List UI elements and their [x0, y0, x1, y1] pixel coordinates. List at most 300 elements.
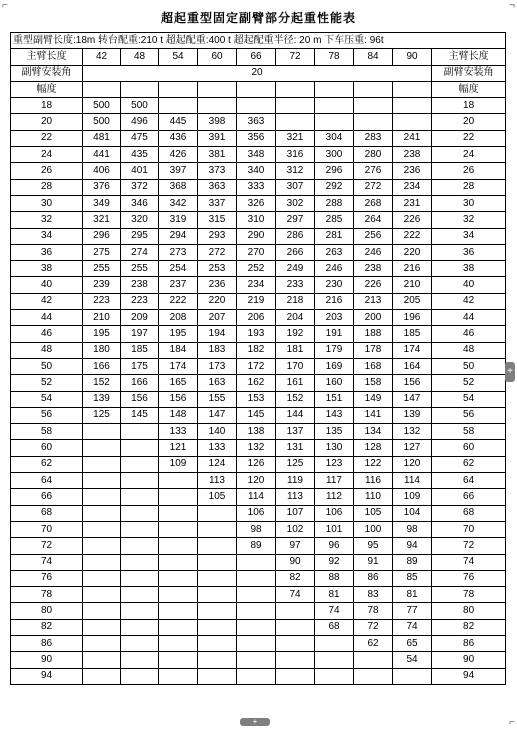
radius-cell: 34: [11, 228, 83, 244]
capacity-cell: 263: [315, 244, 354, 260]
capacity-cell: 500: [121, 98, 159, 114]
load-chart-table: [10, 32, 506, 685]
table-row: [11, 163, 506, 179]
capacity-cell: 119: [276, 473, 315, 489]
capacity-cell: 134: [354, 424, 393, 440]
capacity-cell: [198, 652, 237, 668]
capacity-cell: [121, 440, 159, 456]
capacity-cell: [393, 114, 432, 130]
jib-angle-value: 20: [83, 65, 432, 81]
capacity-cell: [315, 635, 354, 651]
capacity-cell: 192: [276, 326, 315, 342]
capacity-cell: 238: [393, 147, 432, 163]
capacity-cell: 195: [83, 326, 121, 342]
capacity-cell: 237: [159, 277, 198, 293]
radius-cell-right: 42: [432, 293, 506, 309]
corner-mark-top-right: ¬: [509, 0, 515, 11]
radius-cell: 22: [11, 130, 83, 146]
capacity-cell: 290: [237, 228, 276, 244]
capacity-cell: [121, 505, 159, 521]
capacity-cell: [159, 98, 198, 114]
capacity-cell: [315, 98, 354, 114]
corner-mark-top-left: ⌐: [2, 0, 8, 11]
capacity-cell: 319: [159, 212, 198, 228]
capacity-cell: [276, 635, 315, 651]
blank-cell: [354, 81, 393, 97]
capacity-cell: 114: [237, 489, 276, 505]
capacity-cell: [198, 538, 237, 554]
capacity-cell: 140: [198, 424, 237, 440]
capacity-cell: 275: [83, 244, 121, 260]
capacity-cell: 193: [237, 326, 276, 342]
capacity-cell: [121, 473, 159, 489]
capacity-cell: 292: [315, 179, 354, 195]
capacity-cell: 133: [159, 424, 198, 440]
boom-length-header: 42: [83, 49, 121, 65]
capacity-cell: 113: [198, 473, 237, 489]
capacity-cell: 128: [354, 440, 393, 456]
capacity-cell: 88: [315, 570, 354, 586]
capacity-cell: 54: [393, 652, 432, 668]
radius-label: 幅度: [11, 81, 83, 97]
table-row: [11, 505, 506, 521]
table-row: [11, 342, 506, 358]
capacity-cell: 281: [315, 228, 354, 244]
capacity-cell: 139: [393, 407, 432, 423]
capacity-cell: 216: [315, 293, 354, 309]
capacity-cell: 286: [276, 228, 315, 244]
capacity-cell: 373: [198, 163, 237, 179]
capacity-cell: 302: [276, 195, 315, 211]
capacity-cell: [83, 619, 121, 635]
capacity-cell: 166: [121, 375, 159, 391]
capacity-cell: 246: [354, 244, 393, 260]
capacity-cell: 294: [159, 228, 198, 244]
capacity-cell: 144: [276, 407, 315, 423]
blank-cell: [159, 81, 198, 97]
capacity-cell: 321: [83, 212, 121, 228]
capacity-cell: 401: [121, 163, 159, 179]
capacity-cell: 293: [198, 228, 237, 244]
radius-cell-right: 44: [432, 310, 506, 326]
radius-cell: 52: [11, 375, 83, 391]
capacity-cell: [121, 489, 159, 505]
capacity-cell: 348: [237, 147, 276, 163]
capacity-cell: [159, 473, 198, 489]
table-row: [11, 326, 506, 342]
capacity-cell: 143: [315, 407, 354, 423]
jib-angle-label: 副臂安装角: [11, 65, 83, 81]
capacity-cell: 145: [121, 407, 159, 423]
table-row: [11, 619, 506, 635]
radius-cell-right: 48: [432, 342, 506, 358]
radius-cell: 48: [11, 342, 83, 358]
radius-cell: 56: [11, 407, 83, 423]
capacity-cell: 340: [237, 163, 276, 179]
radius-cell: 60: [11, 440, 83, 456]
capacity-cell: [315, 652, 354, 668]
capacity-cell: [159, 587, 198, 603]
capacity-cell: 219: [237, 293, 276, 309]
radius-cell-right: 64: [432, 473, 506, 489]
radius-cell-right: 54: [432, 391, 506, 407]
table-row: [11, 554, 506, 570]
capacity-cell: 74: [315, 603, 354, 619]
capacity-cell: 62: [354, 635, 393, 651]
radius-cell: 76: [11, 570, 83, 586]
capacity-cell: 130: [315, 440, 354, 456]
radius-cell: 58: [11, 424, 83, 440]
capacity-cell: [354, 114, 393, 130]
capacity-cell: [159, 570, 198, 586]
capacity-cell: [237, 668, 276, 684]
radius-cell-right: 90: [432, 652, 506, 668]
capacity-cell: 372: [121, 179, 159, 195]
capacity-cell: 315: [198, 212, 237, 228]
radius-cell: 66: [11, 489, 83, 505]
blank-cell: [83, 81, 121, 97]
capacity-cell: 216: [393, 261, 432, 277]
capacity-cell: [315, 668, 354, 684]
capacity-cell: 145: [237, 407, 276, 423]
capacity-cell: [198, 635, 237, 651]
capacity-cell: 170: [276, 358, 315, 374]
capacity-cell: [83, 505, 121, 521]
capacity-cell: [354, 98, 393, 114]
radius-cell: 24: [11, 147, 83, 163]
capacity-cell: 112: [315, 489, 354, 505]
capacity-cell: 391: [198, 130, 237, 146]
radius-cell: 50: [11, 358, 83, 374]
capacity-cell: [393, 98, 432, 114]
capacity-cell: 273: [159, 244, 198, 260]
capacity-cell: [83, 521, 121, 537]
capacity-cell: [198, 505, 237, 521]
capacity-cell: 127: [393, 440, 432, 456]
capacity-cell: [159, 668, 198, 684]
radius-cell: 70: [11, 521, 83, 537]
capacity-cell: [237, 603, 276, 619]
capacity-cell: 90: [276, 554, 315, 570]
capacity-cell: 231: [393, 195, 432, 211]
radius-cell-right: 40: [432, 277, 506, 293]
capacity-cell: 78: [354, 603, 393, 619]
capacity-cell: 253: [198, 261, 237, 277]
table-row: [11, 635, 506, 651]
capacity-cell: [237, 98, 276, 114]
capacity-cell: 381: [198, 147, 237, 163]
capacity-cell: [83, 424, 121, 440]
capacity-cell: 174: [393, 342, 432, 358]
table-row: [11, 407, 506, 423]
capacity-cell: 321: [276, 130, 315, 146]
capacity-cell: 316: [276, 147, 315, 163]
capacity-cell: [159, 603, 198, 619]
capacity-cell: 110: [354, 489, 393, 505]
jib-angle-label-right: 副臂安装角: [432, 65, 506, 81]
capacity-cell: 116: [354, 473, 393, 489]
capacity-cell: 184: [159, 342, 198, 358]
capacity-cell: 312: [276, 163, 315, 179]
radius-cell-right: 30: [432, 195, 506, 211]
radius-cell: 30: [11, 195, 83, 211]
table-row: [11, 228, 506, 244]
capacity-cell: [121, 635, 159, 651]
capacity-cell: 156: [159, 391, 198, 407]
capacity-cell: [198, 554, 237, 570]
radius-cell-right: 38: [432, 261, 506, 277]
table-row: [11, 440, 506, 456]
capacity-cell: [354, 652, 393, 668]
capacity-cell: 182: [237, 342, 276, 358]
capacity-cell: 156: [393, 375, 432, 391]
capacity-cell: [121, 570, 159, 586]
capacity-cell: 342: [159, 195, 198, 211]
capacity-cell: 276: [354, 163, 393, 179]
capacity-cell: 496: [121, 114, 159, 130]
capacity-cell: 97: [276, 538, 315, 554]
radius-cell-right: 46: [432, 326, 506, 342]
radius-cell-right: 36: [432, 244, 506, 260]
radius-cell: 38: [11, 261, 83, 277]
capacity-cell: 307: [276, 179, 315, 195]
capacity-cell: 139: [83, 391, 121, 407]
boom-length-header: 60: [198, 49, 237, 65]
blank-cell: [393, 81, 432, 97]
table-row: [11, 456, 506, 472]
capacity-cell: [83, 587, 121, 603]
capacity-cell: 98: [237, 521, 276, 537]
capacity-cell: 173: [198, 358, 237, 374]
capacity-cell: 398: [198, 114, 237, 130]
capacity-cell: 81: [315, 587, 354, 603]
boom-length-header: 90: [393, 49, 432, 65]
capacity-cell: 209: [121, 310, 159, 326]
radius-cell: 80: [11, 603, 83, 619]
radius-cell-right: 24: [432, 147, 506, 163]
capacity-cell: 158: [354, 375, 393, 391]
table-row: [11, 521, 506, 537]
capacity-cell: [121, 619, 159, 635]
radius-cell-right: 22: [432, 130, 506, 146]
radius-cell-right: 52: [432, 375, 506, 391]
capacity-cell: 230: [315, 277, 354, 293]
capacity-cell: 163: [198, 375, 237, 391]
capacity-cell: 149: [354, 391, 393, 407]
boom-length-header: 72: [276, 49, 315, 65]
capacity-cell: [393, 668, 432, 684]
capacity-cell: 272: [354, 179, 393, 195]
capacity-cell: 107: [276, 505, 315, 521]
table-row: [11, 375, 506, 391]
capacity-cell: [354, 668, 393, 684]
table-row: [11, 489, 506, 505]
capacity-cell: 266: [276, 244, 315, 260]
capacity-cell: 213: [354, 293, 393, 309]
table-row: [11, 293, 506, 309]
capacity-cell: 113: [276, 489, 315, 505]
capacity-cell: 160: [315, 375, 354, 391]
capacity-cell: [276, 619, 315, 635]
capacity-cell: 162: [237, 375, 276, 391]
capacity-cell: 326: [237, 195, 276, 211]
radius-cell: 42: [11, 293, 83, 309]
capacity-cell: [276, 98, 315, 114]
capacity-cell: [159, 619, 198, 635]
capacity-cell: 208: [159, 310, 198, 326]
radius-cell-right: 72: [432, 538, 506, 554]
capacity-cell: 333: [237, 179, 276, 195]
table-row: [11, 473, 506, 489]
capacity-cell: 441: [83, 147, 121, 163]
table-row: [11, 212, 506, 228]
radius-cell-right: 66: [432, 489, 506, 505]
expand-bottom-handle[interactable]: +: [240, 718, 270, 726]
capacity-cell: 123: [315, 456, 354, 472]
capacity-cell: 179: [315, 342, 354, 358]
capacity-cell: 122: [354, 456, 393, 472]
capacity-cell: 183: [198, 342, 237, 358]
capacity-cell: [159, 489, 198, 505]
radius-cell: 36: [11, 244, 83, 260]
capacity-cell: 165: [159, 375, 198, 391]
capacity-cell: [159, 521, 198, 537]
radius-cell-right: 26: [432, 163, 506, 179]
capacity-cell: [159, 505, 198, 521]
radius-cell: 28: [11, 179, 83, 195]
radius-cell: 94: [11, 668, 83, 684]
capacity-cell: [315, 114, 354, 130]
capacity-cell: 117: [315, 473, 354, 489]
radius-cell-right: 50: [432, 358, 506, 374]
capacity-cell: 85: [393, 570, 432, 586]
expand-right-handle[interactable]: +: [505, 362, 515, 382]
capacity-cell: [159, 635, 198, 651]
radius-cell: 32: [11, 212, 83, 228]
capacity-cell: [121, 521, 159, 537]
capacity-cell: [276, 668, 315, 684]
capacity-cell: 220: [198, 293, 237, 309]
radius-cell: 26: [11, 163, 83, 179]
capacity-cell: [276, 114, 315, 130]
capacity-cell: 181: [276, 342, 315, 358]
capacity-cell: [121, 424, 159, 440]
capacity-cell: 397: [159, 163, 198, 179]
capacity-cell: 254: [159, 261, 198, 277]
capacity-cell: 223: [83, 293, 121, 309]
capacity-cell: 310: [237, 212, 276, 228]
table-row: [11, 98, 506, 114]
capacity-cell: 104: [393, 505, 432, 521]
capacity-cell: 236: [198, 277, 237, 293]
blank-cell: [237, 81, 276, 97]
capacity-cell: 185: [393, 326, 432, 342]
capacity-cell: 296: [83, 228, 121, 244]
capacity-cell: 132: [237, 440, 276, 456]
boom-length-header: 78: [315, 49, 354, 65]
capacity-cell: [237, 587, 276, 603]
radius-cell-right: 86: [432, 635, 506, 651]
capacity-cell: 172: [237, 358, 276, 374]
capacity-cell: 169: [315, 358, 354, 374]
capacity-cell: [121, 587, 159, 603]
capacity-cell: 147: [198, 407, 237, 423]
capacity-cell: 81: [393, 587, 432, 603]
radius-cell: 78: [11, 587, 83, 603]
capacity-cell: 114: [393, 473, 432, 489]
capacity-cell: 133: [198, 440, 237, 456]
blank-cell: [276, 81, 315, 97]
radius-cell-right: 94: [432, 668, 506, 684]
capacity-cell: 65: [393, 635, 432, 651]
capacity-cell: 191: [315, 326, 354, 342]
table-row: [11, 244, 506, 260]
blank-cell: [121, 81, 159, 97]
radius-cell: 40: [11, 277, 83, 293]
capacity-cell: 194: [198, 326, 237, 342]
boom-length-header: 48: [121, 49, 159, 65]
table-row: [11, 652, 506, 668]
radius-cell: 54: [11, 391, 83, 407]
capacity-cell: [83, 668, 121, 684]
capacity-cell: 207: [198, 310, 237, 326]
capacity-cell: [198, 668, 237, 684]
capacity-cell: 120: [237, 473, 276, 489]
table-row: [11, 587, 506, 603]
capacity-cell: 155: [198, 391, 237, 407]
capacity-cell: 185: [121, 342, 159, 358]
radius-cell-right: 76: [432, 570, 506, 586]
radius-cell-right: 70: [432, 521, 506, 537]
capacity-cell: 272: [198, 244, 237, 260]
capacity-cell: 426: [159, 147, 198, 163]
table-row: [11, 391, 506, 407]
table-row: [11, 668, 506, 684]
capacity-cell: 89: [237, 538, 276, 554]
capacity-cell: 205: [393, 293, 432, 309]
capacity-cell: 241: [393, 130, 432, 146]
capacity-cell: 166: [83, 358, 121, 374]
capacity-cell: 109: [393, 489, 432, 505]
capacity-cell: 95: [354, 538, 393, 554]
capacity-cell: [159, 554, 198, 570]
capacity-cell: 152: [276, 391, 315, 407]
capacity-cell: 246: [315, 261, 354, 277]
blank-cell: [315, 81, 354, 97]
capacity-cell: [121, 668, 159, 684]
capacity-cell: 124: [198, 456, 237, 472]
radius-cell: 68: [11, 505, 83, 521]
capacity-cell: 196: [393, 310, 432, 326]
blank-cell: [198, 81, 237, 97]
boom-length-header: 54: [159, 49, 198, 65]
capacity-cell: 285: [315, 212, 354, 228]
table-row: [11, 130, 506, 146]
capacity-cell: 120: [393, 456, 432, 472]
capacity-cell: 174: [159, 358, 198, 374]
capacity-cell: 274: [121, 244, 159, 260]
capacity-cell: 297: [276, 212, 315, 228]
table-row: [11, 603, 506, 619]
capacity-cell: 226: [393, 212, 432, 228]
capacity-cell: 210: [83, 310, 121, 326]
radius-cell-right: 78: [432, 587, 506, 603]
capacity-cell: 363: [198, 179, 237, 195]
capacity-cell: 188: [354, 326, 393, 342]
capacity-cell: [237, 619, 276, 635]
capacity-cell: 222: [393, 228, 432, 244]
capacity-cell: 195: [159, 326, 198, 342]
